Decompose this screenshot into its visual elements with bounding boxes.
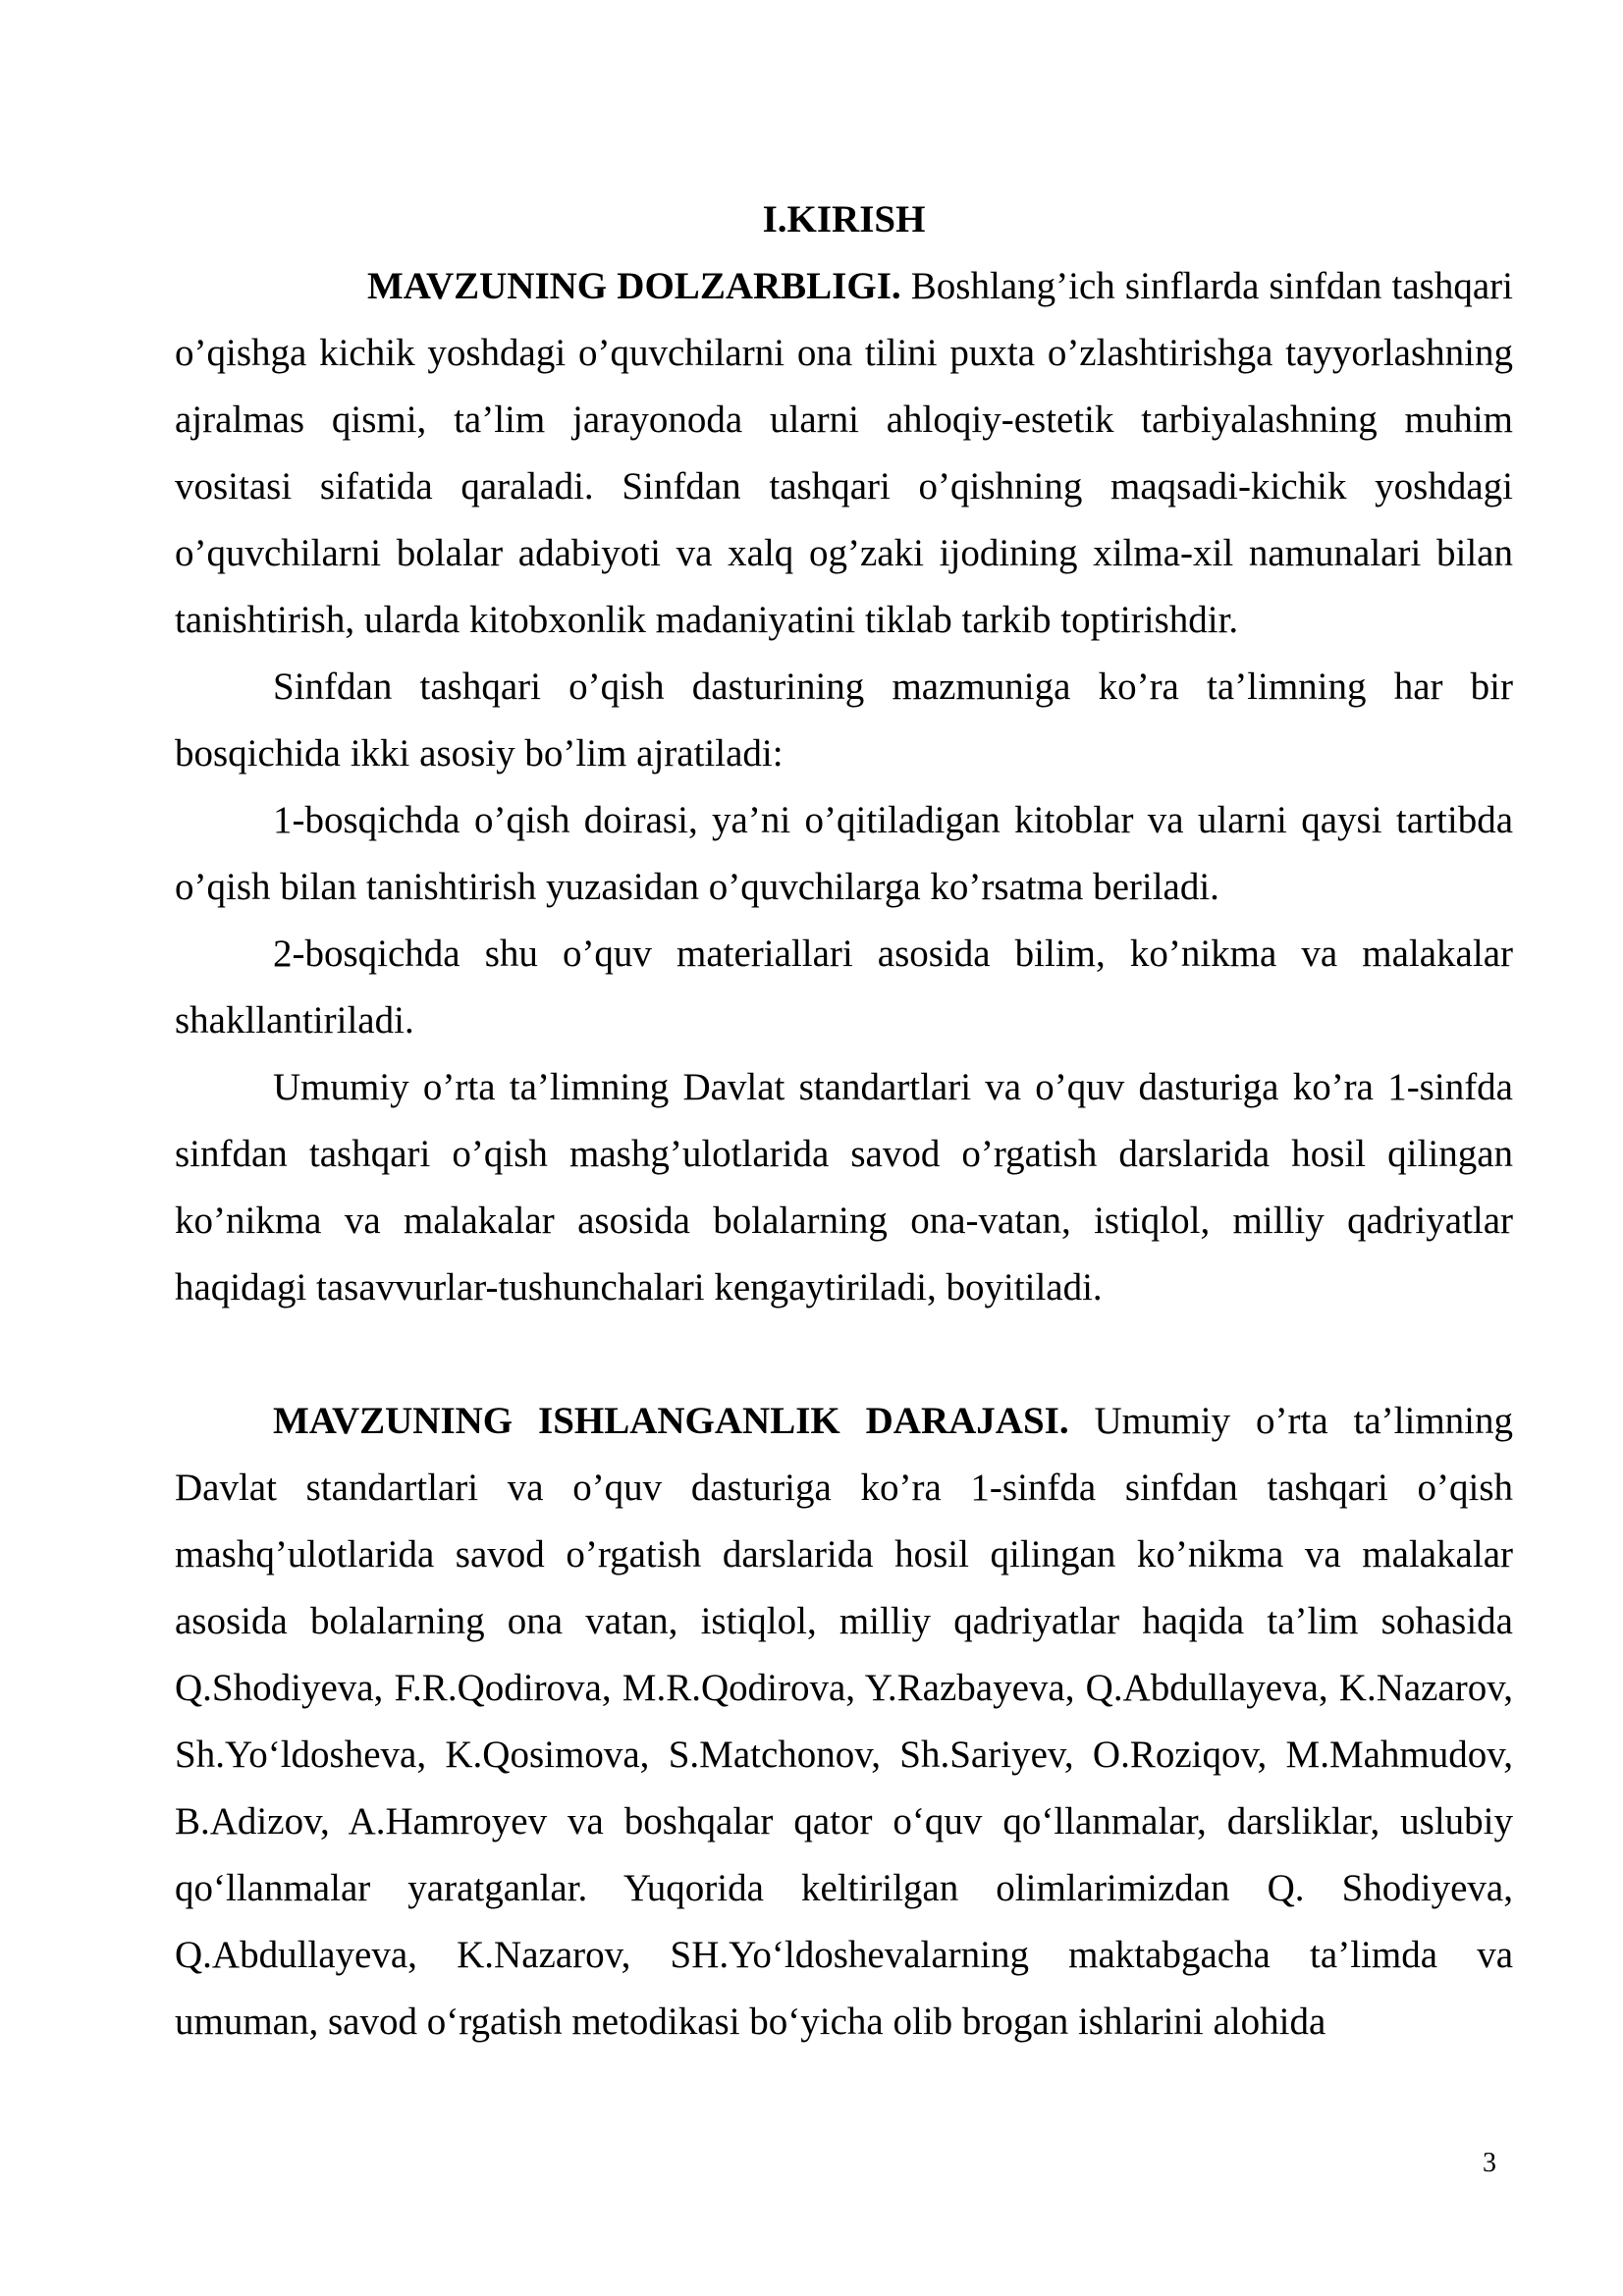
document-body bbox=[175, 187, 1513, 2056]
section-text-relevance: Boshlang’ich sinflarda sinfdan tashqari o’qishga kichik yoshdagi o’quvchilarni ona tilini puxta o’zlashtirishga tayyorlashning ajralmas qismi, ta’lim jarayonoda ularni ahloqiy-estetik tarbiyalashning muhim vositasi sifatida qaraladi. Sinfdan tashqari o’qishning maqsadi-kichik yoshdagi o’quvchilarni bolalar adabiyoti va xalq og’zaki ijodining xilma-xil namunalari bilan tanishtirish, ularda kitobxonlik madaniyatini tiklab tarkib toptirishdir. bbox=[175, 265, 1513, 641]
section-title-research-level: MAVZUNING ISHLANGANLIK DARAJASI. bbox=[273, 1400, 1069, 1442]
paragraph-gap bbox=[175, 1321, 1513, 1388]
section-title-relevance: MAVZUNING DOLZARBLIGI. bbox=[367, 265, 901, 307]
page-number: 3 bbox=[1483, 2148, 1496, 2178]
chapter-heading: I.KIRISH bbox=[762, 198, 926, 240]
paragraph-stage-two: 2-bosqichda shu o’quv materiallari asosida bilim, ko’nikma va malakalar shakllantiriladi. bbox=[175, 933, 1513, 1041]
section-text-research-level: Umumiy o’rta ta’limning Davlat standartlari va o’quv dasturiga ko’ra 1-sinfda sinfdan tashqari o’qish mashq’ulotlarida savod o’rgatish darslarida hosil qilingan ko’nikma va malakalar asosida bolalarning ona vatan, istiqlol, milliy qadriyatlar haqida ta’lim sohasida Q.Shodiyeva, F.R.Qodirova, M.R.Qodirova, Y.Razbayeva, Q.Abdullayeva, K.Nazarov, Sh.Yo‘ldosheva, K.Qosimova, S.Matchonov, Sh.Sariyev, O.Roziqov, M.Mahmudov, B.Adizov, A.Hamroyev va boshqalar qator o‘quv qo‘llanmalar, darsliklar, uslubiy qo‘llanmalar yaratganlar. Yuqorida keltirilgan olimlarimizdan Q. Shodiyeva, Q.Abdullayeva, K.Nazarov, SH.Yo‘ldoshevalarning maktabgacha ta’limda va umuman, savod o‘rgatish metodikasi bo‘yicha olib brogan ishlarini alohida bbox=[175, 1400, 1513, 2043]
paragraph-research-level bbox=[175, 1388, 1513, 2056]
paragraph-program-structure: Sinfdan tashqari o’qish dasturining mazmuniga ko’ra ta’limning har bir bosqichida ikki asosiy bo’lim ajratiladi: bbox=[175, 666, 1513, 774]
paragraph-standards: Umumiy o’rta ta’limning Davlat standartlari va o’quv dasturiga ko’ra 1-sinfda sinfdan tashqari o’qish mashg’ulotlarida savod o’rgatish darslarida hosil qilingan ko’nikma va malakalar asosida bolalarning ona-vatan, istiqlol, milliy qadriyatlar haqidagi tasavvurlar-tushunchalari kengaytiriladi, boyitiladi. bbox=[175, 1066, 1513, 1308]
paragraph-stage-one: 1-bosqichda o’qish doirasi, ya’ni o’qitiladigan kitoblar va ularni qaysi tartibda o’qish bilan tanishtirish yuzasidan o’quvchilarga ko’rsatma beriladi. bbox=[175, 799, 1513, 908]
paragraph-relevance bbox=[175, 253, 1513, 654]
